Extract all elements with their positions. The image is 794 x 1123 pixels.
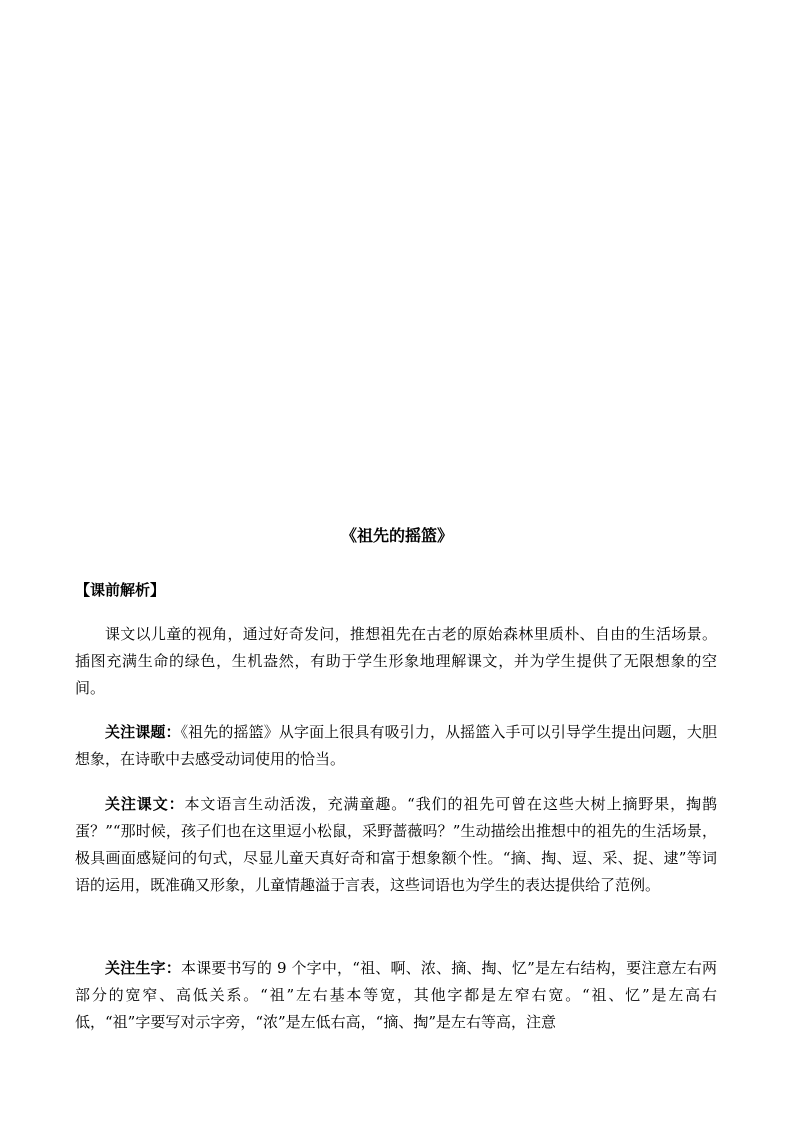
paragraph-text: 本课要书写的 9 个字中，“祖、啊、浓、摘、掏、忆”是左右结构，要注意左右两部分的宽窄、高低关系。“祖”左右基本等宽，其他字都是左窄右宽。“祖、忆”是左高右低，“祖”字要写对示字旁，“浓”是左低右高，“摘、掏”是左右等高，注意 — [75, 959, 717, 1031]
paragraph-characters — [75, 955, 717, 1036]
paragraph-intro — [75, 621, 717, 702]
paragraph-text: 本文语言生动活泼，充满童趣。“我们的祖先可曾在这些大树上摘野果，掏鹊蛋？”“那时候，孩子们也在这里逗小松鼠，采野蔷薇吗？”生动描绘出推想中的祖先的生活场景，极具画面感疑问的句式，尽显儿童天真好奇和富于想象额个性。“摘、掏、逗、采、捉、逮”等词语的运用，既准确又形象，儿童情趣溢于言表，这些词语也为学生的表达提供给了范例。 — [75, 795, 717, 894]
document-title: 《祖先的摇篮》 — [340, 526, 453, 545]
paragraph-label: 关注课题： — [105, 723, 181, 741]
paragraph-text: 课文以儿童的视角，通过好奇发问，推想祖先在古老的原始森林里质朴、自由的生活场景。插图充满生命的绿色，生机盎然，有助于学生形象地理解课文，并为学生提供了无限想象的空间。 — [75, 625, 717, 697]
paragraph-topic — [75, 719, 717, 773]
paragraph-text-focus — [75, 791, 717, 899]
section-heading: 【课前解析】 — [75, 581, 166, 599]
paragraph-text: 《祖先的摇篮》从字面上很具有吸引力，从摇篮入手可以引导学生提出问题，大胆想象，在诗歌中去感受动词使用的恰当。 — [75, 723, 717, 768]
paragraph-label: 关注课文： — [105, 795, 185, 813]
paragraph-label: 关注生字： — [105, 959, 181, 977]
